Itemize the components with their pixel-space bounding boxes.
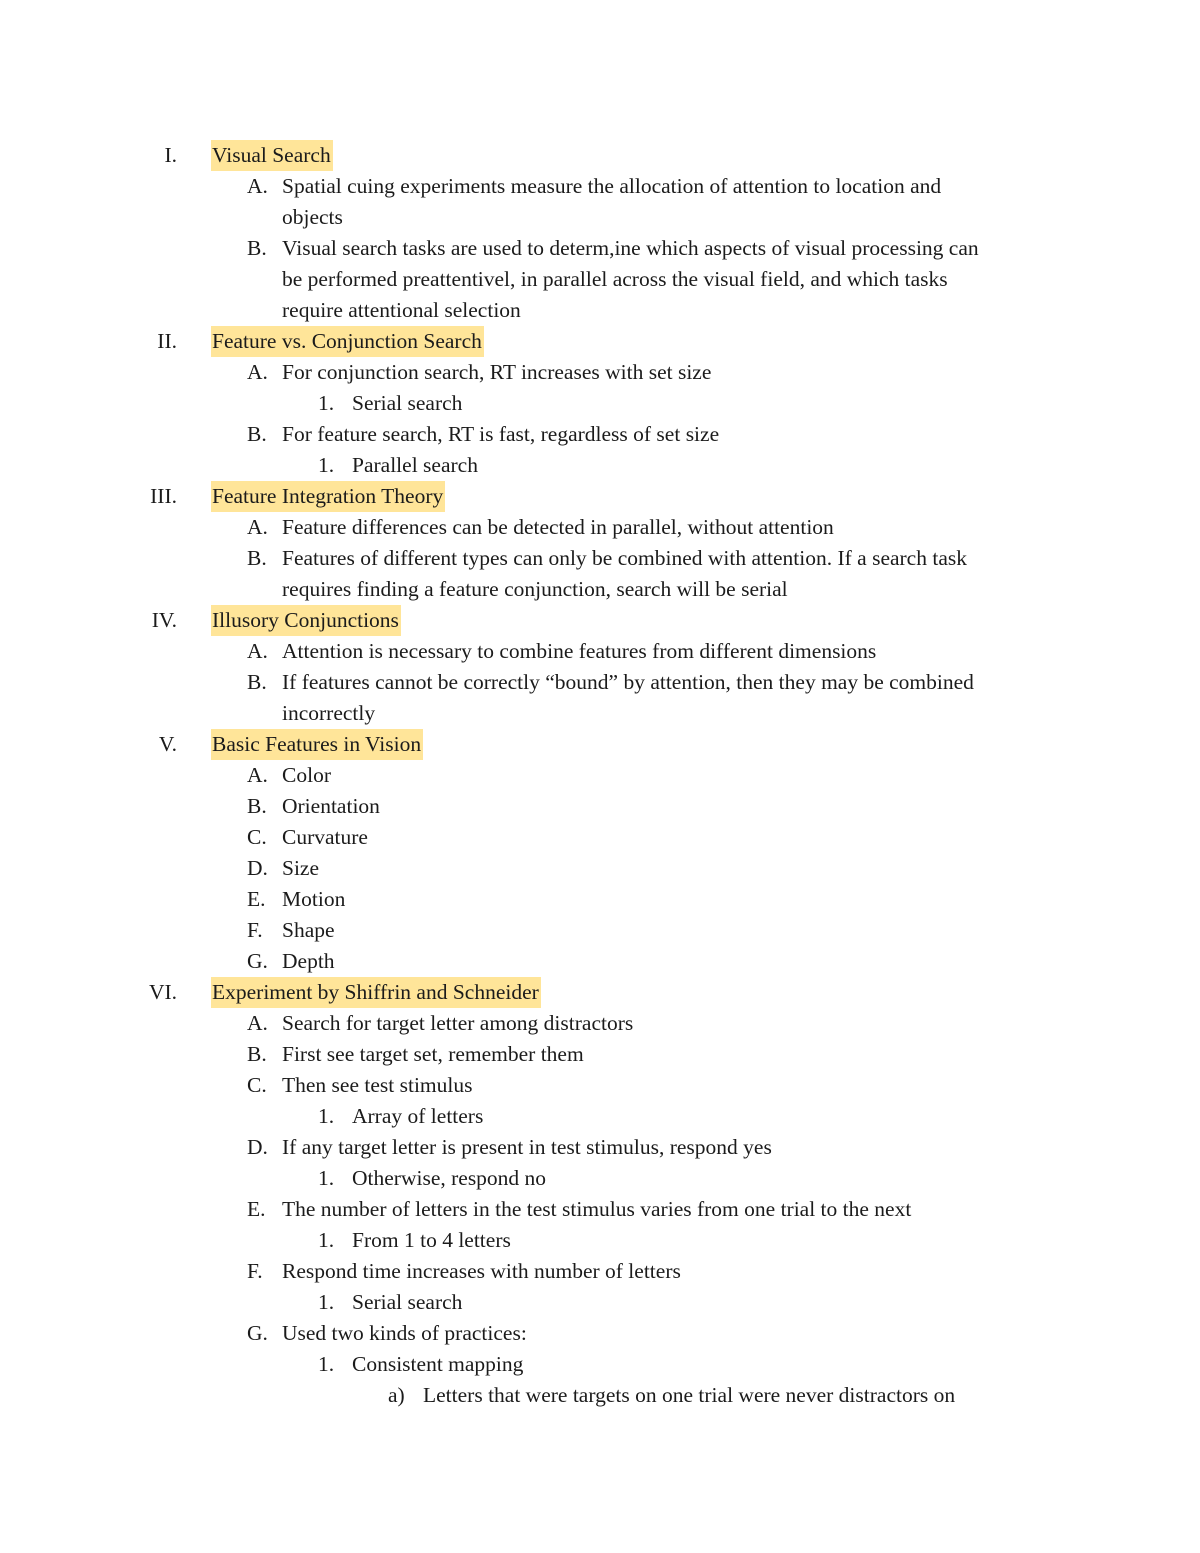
list-marker: 1. bbox=[318, 1228, 335, 1252]
list-marker: 1. bbox=[318, 1104, 335, 1128]
list-marker: 1. bbox=[318, 1166, 335, 1190]
list-marker: a) bbox=[388, 1383, 405, 1407]
section-title: Visual Search bbox=[211, 140, 333, 171]
list-marker: III. bbox=[150, 484, 177, 508]
list-marker: G. bbox=[247, 949, 268, 973]
outline-text: The number of letters in the test stimulus varies from one trial to the next bbox=[282, 1197, 912, 1221]
outline-text: requires finding a feature conjunction, search will be serial bbox=[282, 577, 788, 601]
outline-item bbox=[0, 574, 1200, 605]
outline-item bbox=[0, 450, 1200, 481]
outline-text: incorrectly bbox=[282, 701, 376, 725]
outline-item bbox=[0, 264, 1200, 295]
outline-item bbox=[0, 202, 1200, 233]
outline-item bbox=[0, 822, 1200, 853]
outline-item bbox=[0, 388, 1200, 419]
outline-item bbox=[0, 171, 1200, 202]
outline-text: First see target set, remember them bbox=[282, 1042, 584, 1066]
outline-text: Shape bbox=[282, 918, 335, 942]
list-marker: F. bbox=[247, 918, 263, 942]
outline-text: Array of letters bbox=[352, 1104, 484, 1128]
section-title: Illusory Conjunctions bbox=[211, 605, 401, 636]
outline-item bbox=[0, 1225, 1200, 1256]
list-marker: C. bbox=[247, 1073, 267, 1097]
list-marker: 1. bbox=[318, 391, 335, 415]
outline-item bbox=[0, 915, 1200, 946]
outline-text: Features of different types can only be combined with attention. If a search task bbox=[282, 546, 967, 570]
outline-item bbox=[0, 853, 1200, 884]
outline-item bbox=[0, 946, 1200, 977]
outline-item bbox=[0, 1008, 1200, 1039]
outline-item bbox=[0, 1380, 1200, 1411]
outline-heading bbox=[0, 140, 1200, 171]
list-marker: 1. bbox=[318, 1290, 335, 1314]
outline-text: For feature search, RT is fast, regardless of set size bbox=[282, 422, 720, 446]
list-marker: A. bbox=[247, 515, 268, 539]
outline-item bbox=[0, 884, 1200, 915]
outline-item bbox=[0, 1101, 1200, 1132]
list-marker: F. bbox=[247, 1259, 263, 1283]
list-marker: A. bbox=[247, 174, 268, 198]
outline-heading bbox=[0, 605, 1200, 636]
outline-text: Respond time increases with number of letters bbox=[282, 1259, 681, 1283]
outline-item bbox=[0, 1039, 1200, 1070]
list-marker: C. bbox=[247, 825, 267, 849]
outline-item bbox=[0, 357, 1200, 388]
outline-item bbox=[0, 1256, 1200, 1287]
section-title: Experiment by Shiffrin and Schneider bbox=[211, 977, 541, 1008]
outline-text: Visual search tasks are used to determ,ine which aspects of visual processing can bbox=[282, 236, 979, 260]
list-marker: B. bbox=[247, 422, 267, 446]
outline-item bbox=[0, 1070, 1200, 1101]
list-marker: B. bbox=[247, 546, 267, 570]
outline-text: If any target letter is present in test stimulus, respond yes bbox=[282, 1135, 772, 1159]
list-marker: V. bbox=[158, 732, 177, 756]
outline-item bbox=[0, 698, 1200, 729]
outline-text: Attention is necessary to combine features from different dimensions bbox=[282, 639, 877, 663]
list-marker: D. bbox=[247, 1135, 268, 1159]
list-marker: A. bbox=[247, 1011, 268, 1035]
outline-item bbox=[0, 512, 1200, 543]
document-page bbox=[0, 140, 1200, 1411]
list-marker: E. bbox=[247, 887, 266, 911]
outline-text: Color bbox=[282, 763, 331, 787]
outline-text: require attentional selection bbox=[282, 298, 521, 322]
outline-item bbox=[0, 1194, 1200, 1225]
outline-text: For conjunction search, RT increases with set size bbox=[282, 360, 712, 384]
outline-heading bbox=[0, 729, 1200, 760]
list-marker: II. bbox=[157, 329, 177, 353]
outline-item bbox=[0, 1163, 1200, 1194]
list-marker: B. bbox=[247, 670, 267, 694]
outline-item bbox=[0, 1287, 1200, 1318]
outline-text: Depth bbox=[282, 949, 335, 973]
outline-item bbox=[0, 295, 1200, 326]
outline-heading bbox=[0, 977, 1200, 1008]
list-marker: 1. bbox=[318, 453, 335, 477]
section-title: Basic Features in Vision bbox=[211, 729, 423, 760]
outline-item bbox=[0, 667, 1200, 698]
outline-text: Otherwise, respond no bbox=[352, 1166, 547, 1190]
list-marker: A. bbox=[247, 639, 268, 663]
outline-item bbox=[0, 791, 1200, 822]
outline-item bbox=[0, 1132, 1200, 1163]
outline-text: Letters that were targets on one trial were never distractors on bbox=[423, 1383, 956, 1407]
outline-text: Parallel search bbox=[352, 453, 478, 477]
outline-item bbox=[0, 636, 1200, 667]
outline-text: Curvature bbox=[282, 825, 368, 849]
list-marker: IV. bbox=[151, 608, 177, 632]
outline-text: be performed preattentivel, in parallel across the visual field, and which tasks bbox=[282, 267, 948, 291]
list-marker: A. bbox=[247, 763, 268, 787]
list-marker: I. bbox=[164, 143, 177, 167]
outline-text: Spatial cuing experiments measure the allocation of attention to location and bbox=[282, 174, 942, 198]
outline-item bbox=[0, 1318, 1200, 1349]
outline-text: Feature differences can be detected in parallel, without attention bbox=[282, 515, 834, 539]
list-marker: B. bbox=[247, 236, 267, 260]
list-marker: B. bbox=[247, 1042, 267, 1066]
outline-item bbox=[0, 419, 1200, 450]
section-title: Feature Integration Theory bbox=[211, 481, 445, 512]
outline-heading bbox=[0, 326, 1200, 357]
outline-text: Size bbox=[282, 856, 320, 880]
outline-text: Orientation bbox=[282, 794, 380, 818]
outline-text: Consistent mapping bbox=[352, 1352, 524, 1376]
outline-text: Then see test stimulus bbox=[282, 1073, 473, 1097]
outline-item bbox=[0, 1349, 1200, 1380]
outline-item bbox=[0, 543, 1200, 574]
list-marker: 1. bbox=[318, 1352, 335, 1376]
list-marker: VI. bbox=[148, 980, 177, 1004]
outline-text: From 1 to 4 letters bbox=[352, 1228, 511, 1252]
outline-text: Serial search bbox=[352, 391, 463, 415]
outline-text: Used two kinds of practices: bbox=[282, 1321, 527, 1345]
list-marker: D. bbox=[247, 856, 268, 880]
list-marker: B. bbox=[247, 794, 267, 818]
outline-item bbox=[0, 233, 1200, 264]
outline-text: objects bbox=[282, 205, 343, 229]
list-marker: G. bbox=[247, 1321, 268, 1345]
section-title: Feature vs. Conjunction Search bbox=[211, 326, 484, 357]
list-marker: E. bbox=[247, 1197, 266, 1221]
outline-text: If features cannot be correctly “bound” by attention, then they may be combined bbox=[282, 670, 974, 694]
outline-text: Motion bbox=[282, 887, 346, 911]
outline-text: Search for target letter among distractors bbox=[282, 1011, 634, 1035]
outline-text: Serial search bbox=[352, 1290, 463, 1314]
list-marker: A. bbox=[247, 360, 268, 384]
outline-item bbox=[0, 760, 1200, 791]
outline-heading bbox=[0, 481, 1200, 512]
